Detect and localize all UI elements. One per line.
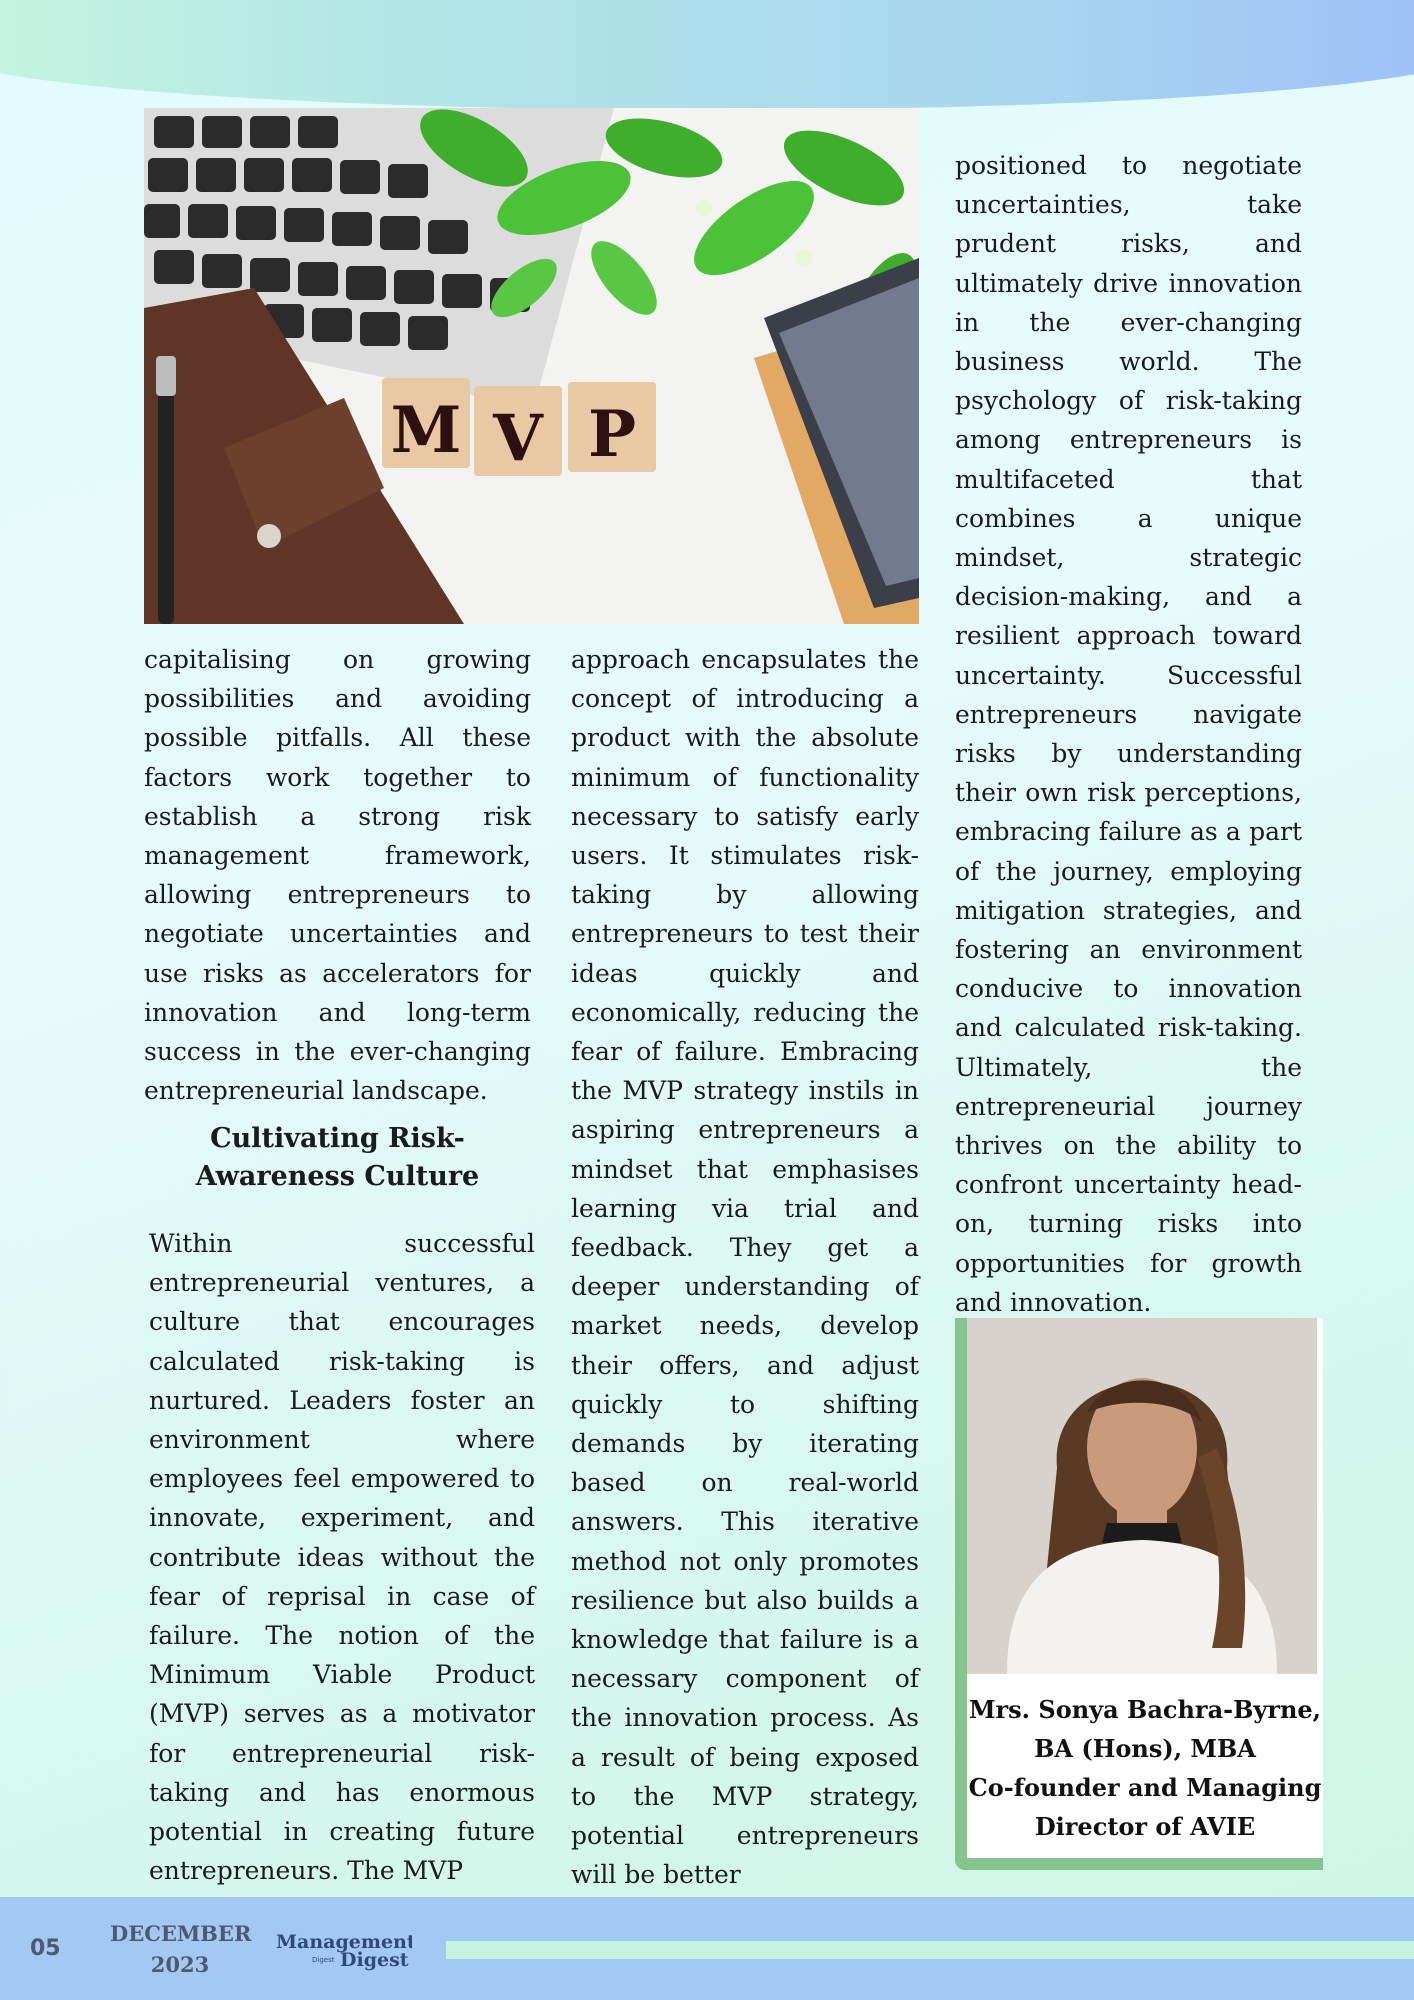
heading-line-1: Cultivating Risk-	[210, 1123, 465, 1154]
column-1-text	[144, 640, 531, 1110]
author-role-line-1: Co-founder and Managing	[968, 1773, 1322, 1802]
author-name: Mrs. Sonya Bachra-Byrne,	[968, 1695, 1322, 1724]
block-letter-p: P	[587, 397, 637, 472]
issue-date	[110, 1918, 250, 1980]
issue-month: DECEMBER	[110, 1921, 252, 1946]
author-role-line-2: Director of AVIE	[1034, 1812, 1256, 1841]
hero-image	[144, 108, 919, 624]
logo-top-word: Management	[276, 1931, 412, 1953]
section-heading	[144, 1120, 531, 1196]
paragraph: positioned to negotiate uncertainties, take prudent risks, and ultimately drive innovation in the ever-changing business world. The psychology of risk-taking among entrepreneurs is multifaceted that combines a unique mindset, strategic decision-making, and a resilient approach toward uncertainty. Successful entrepreneurs navigate risks by understanding their own risk perceptions, embracing failure as a part of the journey, employing mitigation strategies, and fostering an environment conducive to innovation and calculated risk-taking. Ultimately, the entrepreneurial journey thrives on the ability to confront uncertainty head-on, turning risks into opportunities for growth and innovation.	[955, 151, 1302, 1317]
column-3-text	[955, 146, 1302, 1322]
header-band	[0, 0, 1414, 110]
logo-small-word: Digest	[312, 1956, 335, 1964]
column-2-text	[571, 640, 919, 1895]
logo-bottom-word: Digest	[340, 1949, 409, 1971]
page-number: 05	[30, 1936, 61, 1961]
portrait-illustration	[967, 1318, 1317, 1674]
mvp-desk-illustration	[144, 108, 919, 624]
heading-line-2: Awareness Culture	[195, 1161, 480, 1192]
paragraph: capitalising on growing possibilities and avoiding possible pitfalls. All these factors work together to establish a strong risk management framework, allowing entrepreneurs to negotiate uncertainties and use risks as accelerators for innovation and long-term success in the ever-changing entrepreneurial landscape.	[144, 645, 531, 1106]
paragraph: Within successful entrepreneurial ventures, a culture that encourages calculated risk-taking is nurtured. Leaders foster an environment where employees feel empowered to innovate, experiment, and contribute ideas without the fear of reprisal in case of failure. The notion of the Minimum Viable Product (MVP) serves as a motivator for entrepreneurial risk-taking and has enormous potential in creating future entrepreneurs. The MVP	[149, 1229, 535, 1886]
block-letter-v: V	[493, 401, 543, 476]
author-degrees: BA (Hons), MBA	[1034, 1734, 1256, 1763]
footer-stripe	[446, 1941, 1414, 1959]
author-card	[955, 1318, 1323, 1870]
author-caption	[967, 1690, 1323, 1846]
paragraph: approach encapsulates the concept of introducing a product with the absolute minimum of functionality necessary to satisfy early users. It stimulates risk-taking by allowing entrepreneurs to test their ideas quickly and economically, reducing the fear of failure. Embracing the MVP strategy instils in aspiring entrepreneurs a mindset that emphasises learning via trial and feedback. They get a deeper understanding of market needs, develop their offers, and adjust quickly to shifting demands by iterating based on real-world answers. This iterative method not only promotes resilience but also builds a knowledge that failure is a necessary component of the innovation process. As a result of being exposed to the MVP strategy, potential entrepreneurs will be better	[571, 645, 919, 1890]
block-letter-m: M	[390, 393, 462, 468]
management-digest-logo	[272, 1928, 412, 1972]
column-1-continued-text	[149, 1224, 535, 1890]
issue-year: 2023	[150, 1952, 210, 1977]
author-card-inner	[967, 1318, 1323, 1858]
mvp-blocks	[382, 378, 656, 476]
author-portrait	[967, 1318, 1317, 1674]
pen-illustration	[156, 356, 176, 624]
